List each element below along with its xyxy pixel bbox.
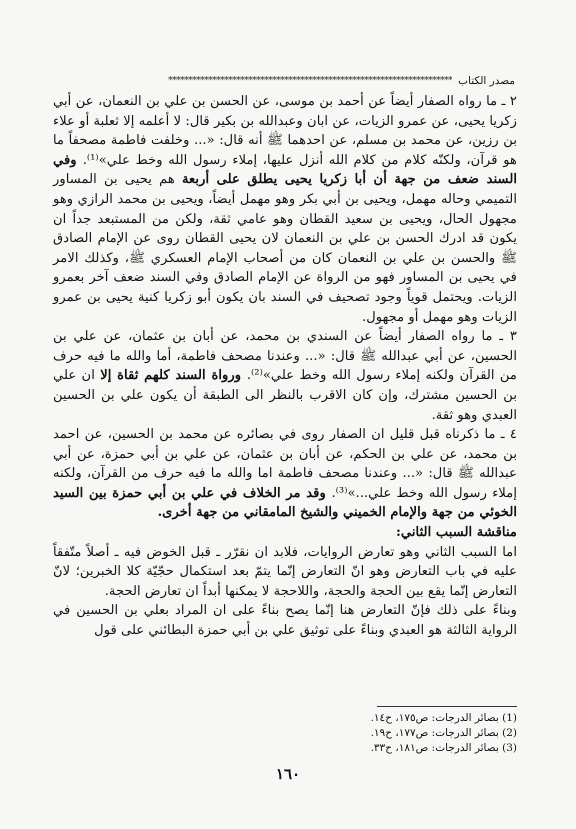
main-text [53,92,517,641]
running-header [55,72,515,90]
footnote-3: (3) بصائر الدرجات: ص١٨١، ح٣٣. [370,742,517,754]
paragraph-2-text: ٣ ـ ما رواه الصفار أيضاً عن السندي بن محمد، عن أبان بن عثمان، عن علي بن الحسين، عن أبي عبدالله ﷺ قال: «... وعندنا مصحف فاطمة، أما والله ما فيه حرف من القرآن ولكنه إملاء رسول الله وخط علي»⁽²⁾. [53,329,517,384]
footnote-2: (2) بصائر الدرجات: ص١٧٧، ح١٩. [370,727,517,739]
page-number: ١٦٠ [275,765,301,783]
paragraph-3-bold: وقد مر الخلاف في علي بن أبي حمزة بين السيد الخوئي من جهة والإمام الخميني والشيخ المامقاني من جهة أخرى. [53,485,517,521]
section-heading: مناقشة السبب الثاني: [396,525,517,541]
footnotes [217,711,517,756]
paragraph-2 [53,327,517,425]
paragraph-1-bold: وفي السند ضعف من جهة أن أبا زكريا يحيى يطلق على أربعة [53,152,518,188]
footnote-1: (1) بصائر الدرجات: ص١٧٥، ح١٤. [370,712,517,724]
paragraph-4: اما السبب الثاني وهو تعارض الروايات، فلابد ان نقرّر ـ قبل الخوض فيه ـ أصلاً متّفقاً عليه في باب التعارض وهو انّ التعارض إنّما يتمّ بعد استكمال حجّيّة كلا الخبرين؛ لانّ التعارض إنّما يقع بين الحجة والحجة، واللاحجة لا يمكنها أبداً ان تعارض الحجة. [53,544,517,599]
paragraph-5: وبناءً على ذلك فإنّ التعارض هنا إنّما يصح بناءً على ان المراد بعلي بن الحسين في الرواية الثالثة هو العبدي وبناءً على توثيق علي بن أبي حمزة البطائني على قول [53,603,517,639]
paragraph-3 [53,425,517,523]
paragraph-1-rest: هم يحيى بن المساور التميمي وحاله مهمل، ويحيى بن أبي بكر وهو مهمل أيضاً، ويحيى بن محمد الرازي وهو مجهول الحال، ويحيى بن سعيد القطان وهو عامي ثقة، ولكن من المستبعد جداً ان يكون قد ادرك الحسن بن علي بن النعمان لان يحيى القطان روى عن الإمام الصادق ﷺ والحسن بن علي بن النعمان كان من أصحاب الإمام العسكري ﷺ، وكذلك الامر في يحيى بن المساور فهو من الرواة عن الإمام الصادق وفي السند ضعف آخر بعمرو الزيات. ويحتمل قوياً وجود تصحيف في السند بان يكون أبو زكريا كنية يحيى بن عمرو الزيات وهو مهمل أو مجهول. [53,172,517,325]
paragraph-1 [53,92,517,327]
header-decor: *********************************************************************** [168,76,453,86]
paragraph-2-bold: ورواة السند كلهم ثقاة إلا [100,368,247,384]
footnote-divider [377,706,517,707]
paragraph-2-rest: ان علي بن الحسين مشترك، وإن كان الاقرب بالنظر الى الطبقة أن يكون علي بن الحسين العبدي وهو ثقة. [53,368,517,423]
paragraph-1-text: ٢ ـ ما رواه الصفار أيضاً عن أحمد بن موسى، عن الحسن بن علي بن النعمان، عن أبي زكريا يحيى، عن عمرو الزيات، عن ابان وعبدالله بن بكير قال: لا أعلمه إلا ثعلبة أو علاء بن رزين، عن محمد بن مسلم، عن احدهما ﷺ أنه قال: «... وخلفت فاطمة مصحفاً ما هو قرآن، ولكنّه كلام من كلام الله أنزل عليها، إملاء رسول الله وخط علي»⁽¹⁾. [53,94,517,168]
header-title: مصدر الكتاب [458,75,515,87]
paragraph-3-text: ٤ ـ ما ذكرناه قبل قليل ان الصفار روى في بصائره عن محمد بن الحسين، عن احمد بن محمد، عن علي بن الحكم، عن أبان بن عثمان، عن علي بن أبي حمزة، عن أبي عبدالله ﷺ قال: «... وعندنا مصحف فاطمة اما والله ما فيه حرف من القرآن، ولكنه إملاء رسول الله وخط علي...»⁽³⁾. [53,427,517,501]
